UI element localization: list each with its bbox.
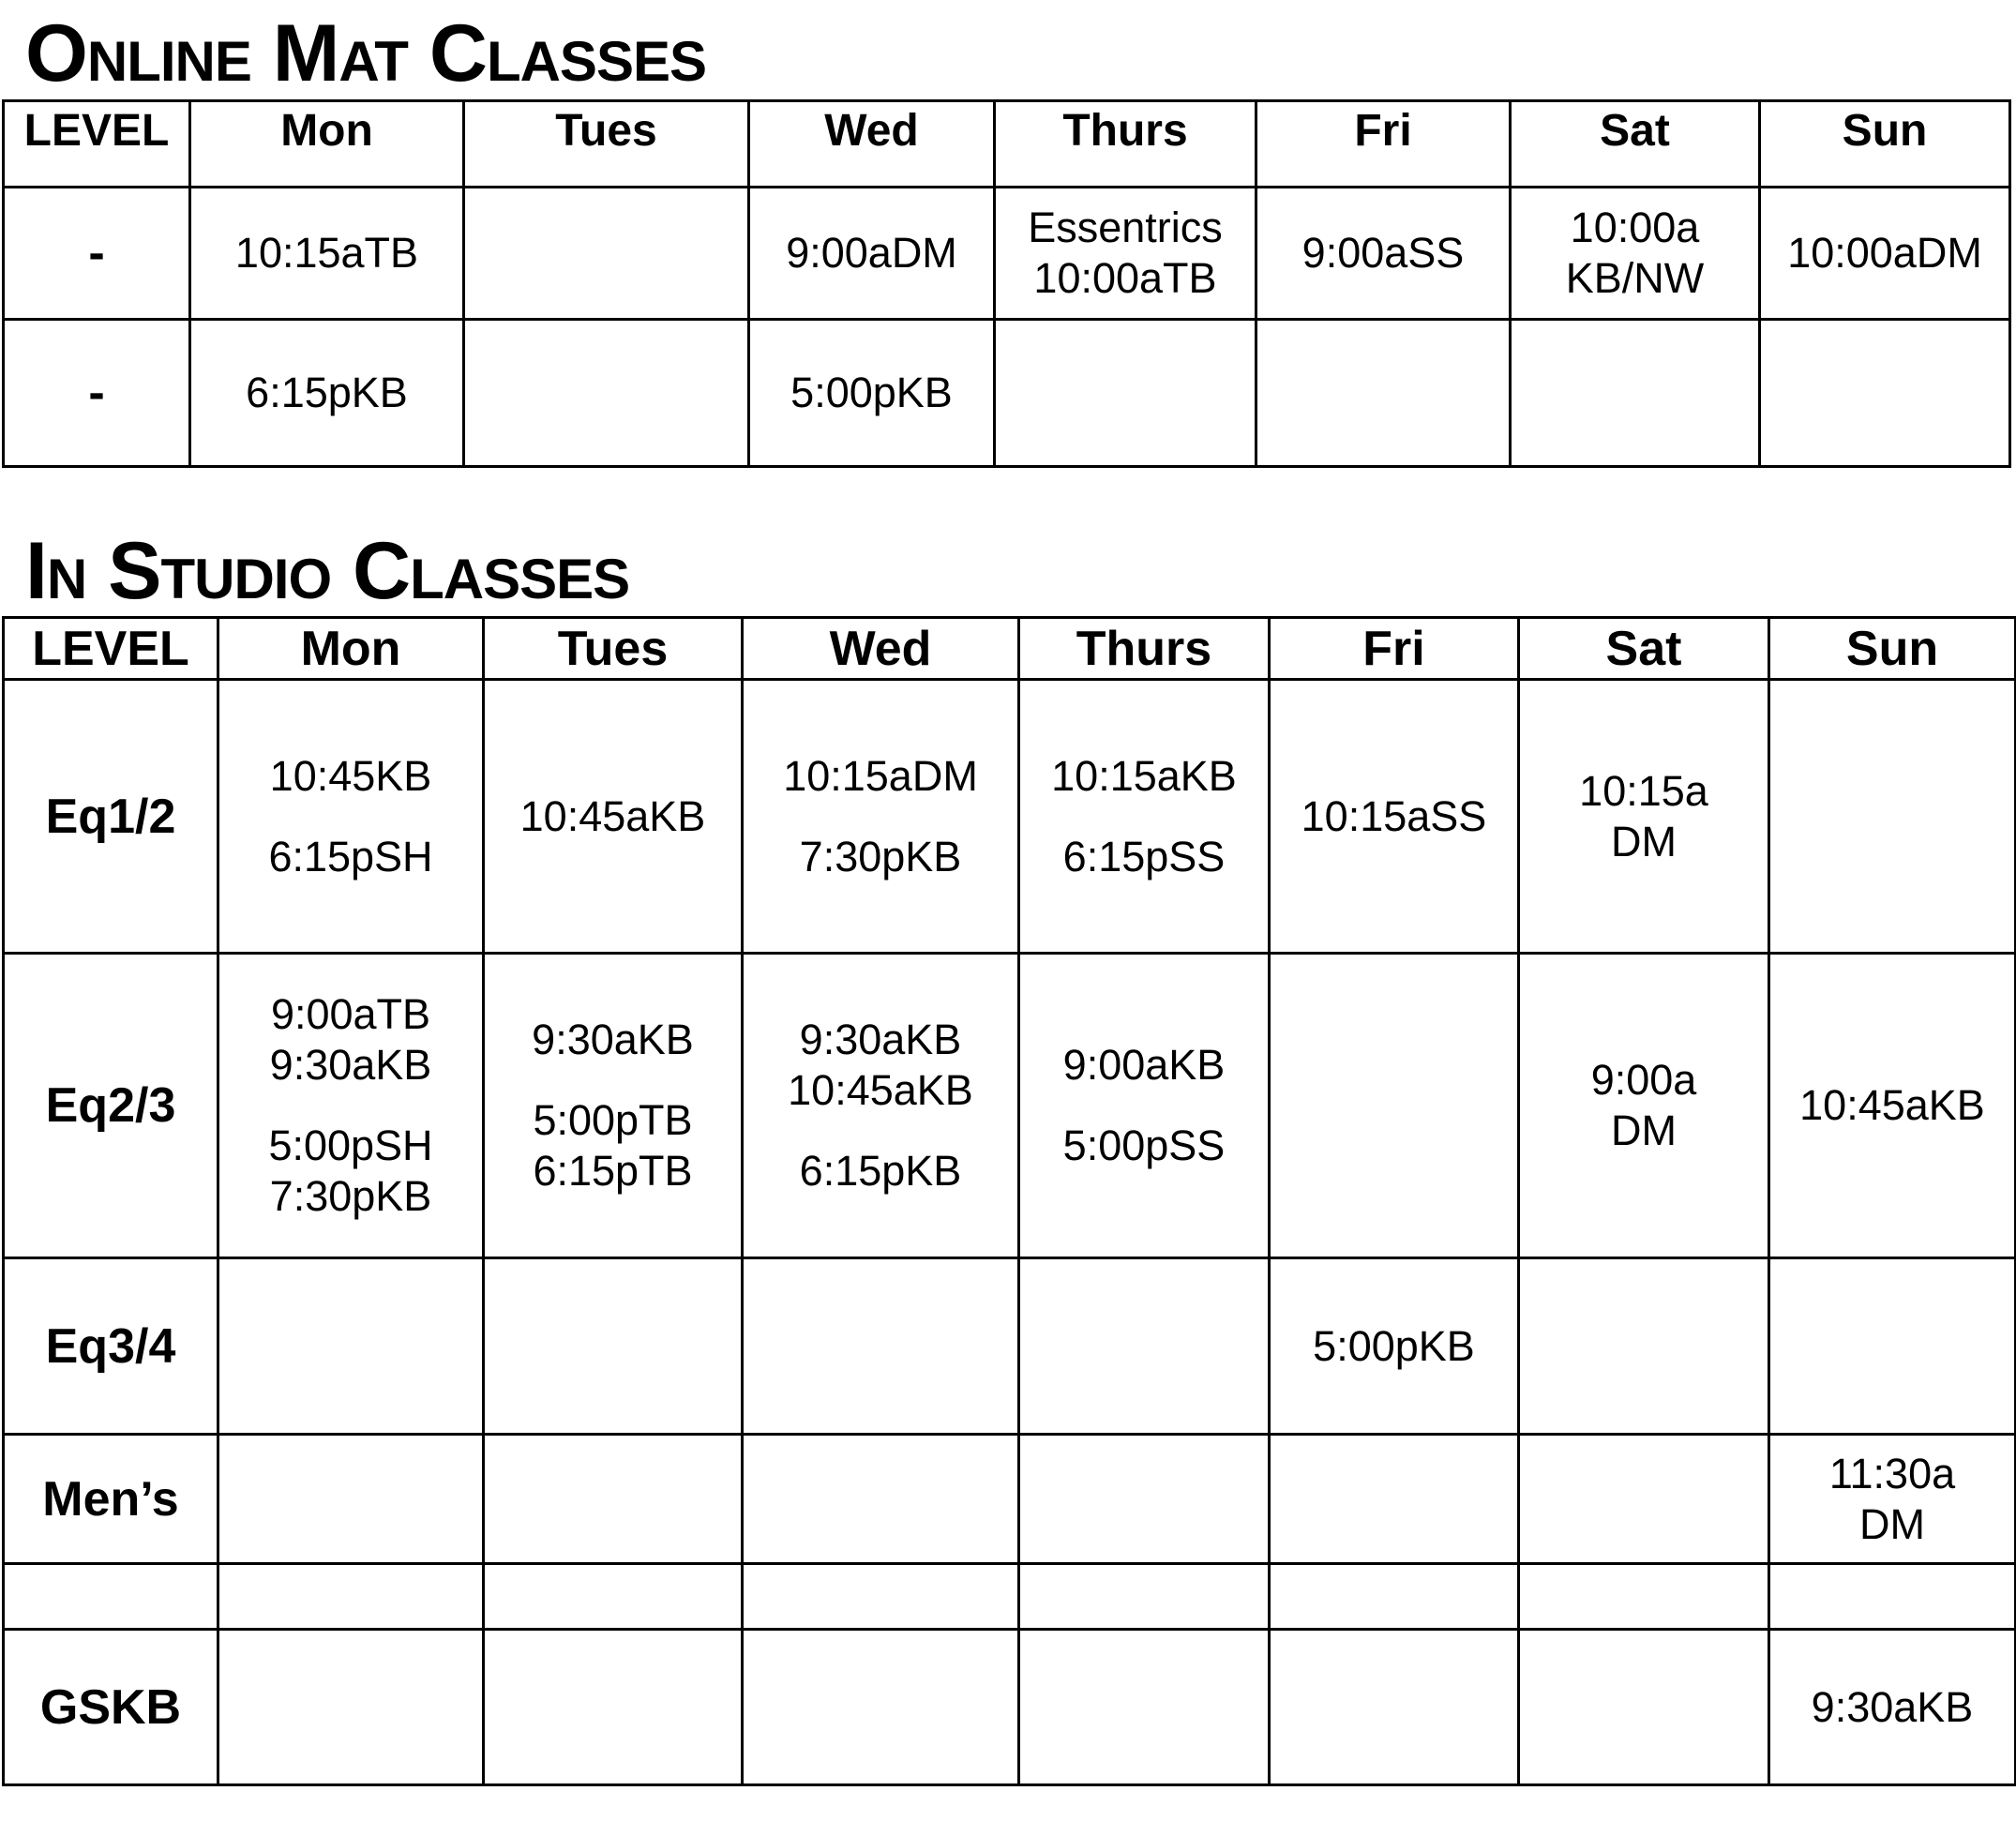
schedule-cell-fri	[1256, 188, 1511, 320]
schedule-cell-sun	[1769, 1630, 2016, 1785]
studio-schedule-table	[2, 616, 2016, 1786]
header-thurs: Thurs	[1019, 618, 1270, 680]
class-time: 10:15aDM	[783, 751, 978, 800]
class-time: 9:00aDM	[786, 229, 957, 277]
line-gap	[485, 1065, 741, 1095]
class-time: 10:45KB	[269, 751, 432, 800]
schedule-cell-tues	[464, 188, 749, 320]
schedule-cell-sat	[1519, 1564, 1769, 1630]
online-section-title: Online Mat Classes	[25, 8, 707, 98]
level-cell	[4, 1564, 218, 1630]
schedule-cell-wed	[743, 680, 1019, 954]
header-fri: Fri	[1256, 101, 1511, 188]
line-gap	[219, 1091, 482, 1121]
schedule-cell-fri	[1270, 1258, 1519, 1435]
schedule-cell-tues	[484, 1564, 743, 1630]
class-time: 6:15pTB	[533, 1147, 693, 1195]
online-header-row	[4, 101, 2010, 188]
class-time: 5:00pSS	[1062, 1121, 1226, 1169]
line-gap	[744, 1116, 1017, 1146]
class-time: 9:00aTB	[270, 990, 431, 1038]
header-sat: Sat	[1511, 101, 1760, 188]
schedule-cell-mon	[218, 1435, 484, 1564]
class-time: 10:00a	[1570, 203, 1700, 251]
schedule-cell-thurs	[995, 188, 1256, 320]
header-level: LEVEL	[4, 618, 218, 680]
schedule-cell-sat	[1519, 1630, 1769, 1785]
class-time: 5:00pKB	[790, 369, 953, 416]
header-tues: Tues	[484, 618, 743, 680]
class-time: 9:00a	[1590, 1056, 1697, 1104]
studio-section-title: In Studio Classes	[25, 526, 630, 616]
level-cell: Eq3/4	[4, 1258, 218, 1435]
header-fri: Fri	[1270, 618, 1519, 680]
class-time: 6:15pKB	[799, 1147, 962, 1195]
schedule-cell-sat	[1511, 320, 1760, 467]
table-row	[4, 1630, 2016, 1785]
class-time: 9:30aKB	[799, 1016, 962, 1063]
schedule-cell-thurs	[1019, 680, 1270, 954]
line-gap	[219, 802, 482, 832]
class-time: 10:00aDM	[1787, 229, 1982, 277]
level-cell: -	[4, 320, 190, 467]
class-time: DM	[1611, 1106, 1677, 1154]
class-time: 5:00pSH	[268, 1121, 433, 1169]
class-time: 6:15pKB	[246, 369, 408, 416]
schedule-cell-fri	[1270, 1435, 1519, 1564]
header-mon: Mon	[190, 101, 464, 188]
schedule-cell-fri	[1256, 320, 1511, 467]
schedule-cell-fri	[1270, 680, 1519, 954]
schedule-cell-mon	[190, 188, 464, 320]
header-sat: Sat	[1519, 618, 1769, 680]
studio-header-row	[4, 618, 2016, 680]
line-gap	[1020, 1091, 1268, 1121]
schedule-cell-fri	[1270, 954, 1519, 1258]
header-sun: Sun	[1769, 618, 2016, 680]
class-time: Essentrics	[1028, 203, 1223, 251]
schedule-cell-mon	[190, 320, 464, 467]
line-gap	[744, 802, 1017, 832]
schedule-cell-sun	[1769, 1258, 2016, 1435]
class-time: 10:45aKB	[519, 791, 706, 840]
class-time: 10:45aKB	[788, 1066, 973, 1114]
schedule-cell-tues	[464, 320, 749, 467]
class-time: 7:30pKB	[799, 832, 962, 880]
schedule-cell-mon	[218, 1258, 484, 1435]
class-time: 10:00aTB	[1033, 254, 1217, 302]
class-time: 7:30pKB	[269, 1172, 432, 1220]
table-row	[4, 188, 2010, 320]
schedule-cell-sat	[1519, 954, 1769, 1258]
schedule-cell-wed	[743, 1258, 1019, 1435]
schedule-cell-wed	[743, 1564, 1019, 1630]
schedule-cell-sat	[1511, 188, 1760, 320]
schedule-cell-sat	[1519, 1435, 1769, 1564]
header-wed: Wed	[743, 618, 1019, 680]
table-row	[4, 1435, 2016, 1564]
schedule-cell-thurs	[1019, 954, 1270, 1258]
schedule-cell-mon	[218, 1564, 484, 1630]
header-wed: Wed	[749, 101, 995, 188]
class-time: 10:15aTB	[234, 229, 419, 277]
level-cell: -	[4, 188, 190, 320]
table-row	[4, 1564, 2016, 1630]
class-time: 9:00aKB	[1062, 1041, 1226, 1089]
schedule-cell-sun	[1769, 954, 2016, 1258]
header-tues: Tues	[464, 101, 749, 188]
class-time: 11:30a	[1828, 1449, 1956, 1497]
schedule-cell-sun	[1769, 680, 2016, 954]
level-cell: Eq1/2	[4, 680, 218, 954]
header-mon: Mon	[218, 618, 484, 680]
schedule-cell-thurs	[995, 320, 1256, 467]
schedule-cell-tues	[484, 680, 743, 954]
schedule-cell-sat	[1519, 1258, 1769, 1435]
class-time: DM	[1859, 1499, 1925, 1548]
online-schedule-table	[2, 99, 2011, 468]
schedule-cell-wed	[743, 954, 1019, 1258]
schedule-cell-sun	[1769, 1564, 2016, 1630]
schedule-cell-thurs	[1019, 1258, 1270, 1435]
class-time: 9:00aSS	[1301, 229, 1465, 277]
class-time: 9:30aKB	[1811, 1682, 1974, 1731]
schedule-cell-mon	[218, 1630, 484, 1785]
class-time: DM	[1611, 817, 1677, 865]
schedule-cell-thurs	[1019, 1564, 1270, 1630]
table-row	[4, 680, 2016, 954]
class-time: 6:15pSH	[268, 832, 433, 880]
schedule-cell-wed	[743, 1630, 1019, 1785]
class-time: 10:15a	[1579, 766, 1708, 815]
schedule-cell-thurs	[1019, 1630, 1270, 1785]
schedule-cell-fri	[1270, 1564, 1519, 1630]
schedule-cell-mon	[218, 954, 484, 1258]
class-time: 10:45aKB	[1799, 1081, 1985, 1129]
schedule-cell-wed	[749, 188, 995, 320]
schedule-cell-tues	[484, 954, 743, 1258]
schedule-cell-sun	[1760, 320, 2010, 467]
schedule-cell-tues	[484, 1258, 743, 1435]
schedule-cell-thurs	[1019, 1435, 1270, 1564]
class-time: 9:30aKB	[532, 1016, 694, 1063]
schedule-cell-sun	[1760, 188, 2010, 320]
header-sun: Sun	[1760, 101, 2010, 188]
schedule-cell-mon	[218, 680, 484, 954]
schedule-cell-wed	[743, 1435, 1019, 1564]
class-time: 6:15pSS	[1062, 832, 1226, 880]
table-row	[4, 320, 2010, 467]
table-row	[4, 1258, 2016, 1435]
header-thurs: Thurs	[995, 101, 1256, 188]
schedule-cell-sun	[1769, 1435, 2016, 1564]
class-time: 5:00pKB	[1313, 1321, 1475, 1370]
class-time: KB/NW	[1565, 254, 1705, 302]
line-gap	[1020, 802, 1268, 832]
schedule-cell-wed	[749, 320, 995, 467]
schedule-cell-sat	[1519, 680, 1769, 954]
schedule-cell-tues	[484, 1435, 743, 1564]
class-time: 10:15aSS	[1301, 791, 1487, 840]
class-time: 10:15aKB	[1051, 751, 1237, 800]
header-level: LEVEL	[4, 101, 190, 188]
schedule-cell-fri	[1270, 1630, 1519, 1785]
level-cell: Eq2/3	[4, 954, 218, 1258]
class-time: 5:00pTB	[533, 1096, 693, 1144]
table-row	[4, 954, 2016, 1258]
level-cell: Men’s	[4, 1435, 218, 1564]
schedule-cell-tues	[484, 1630, 743, 1785]
class-time: 9:30aKB	[269, 1041, 432, 1089]
level-cell: GSKB	[4, 1630, 218, 1785]
